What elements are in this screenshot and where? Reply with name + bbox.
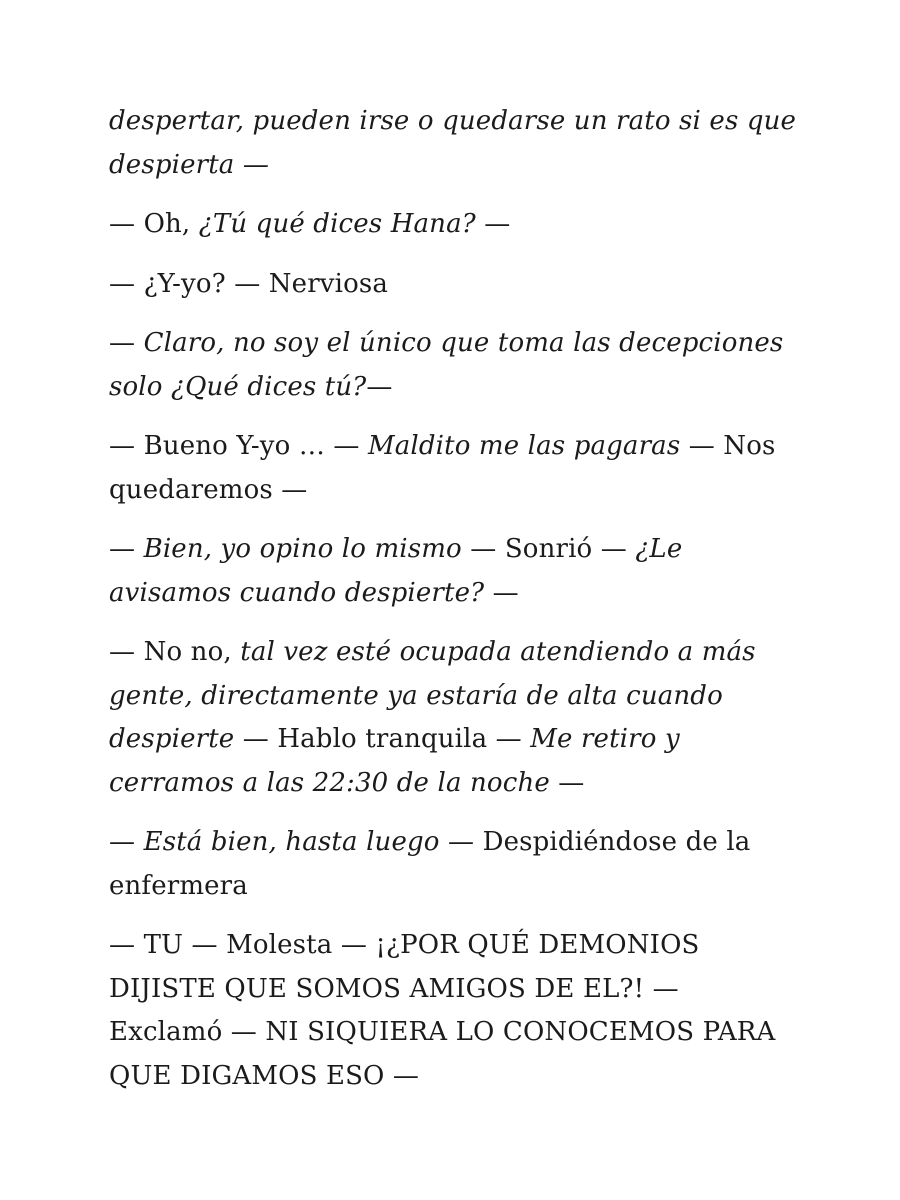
paragraph (109, 821, 799, 908)
roman-text: — (109, 534, 144, 564)
italic-text: tal vez esté ocupada atendiendo a más gente, directamente ya estaría de alta cuando despierte (109, 637, 756, 754)
roman-text: — (109, 827, 144, 857)
roman-text: — Nos quedaremos — (109, 431, 776, 505)
roman-text: — (549, 767, 585, 798)
roman-text: — ¿Y-yo? — Nerviosa (109, 268, 389, 299)
paragraph (109, 631, 799, 805)
roman-text: — No no, (109, 637, 241, 667)
roman-text: — (366, 371, 393, 402)
italic-text: Está bien, hasta luego (143, 827, 440, 857)
paragraph (109, 528, 799, 615)
paragraph (109, 263, 799, 307)
paragraph (109, 203, 799, 247)
italic-text: despertar, pueden irse o quedarse un rato si es que despierta — (109, 106, 797, 180)
italic-text: Me retiro y cerramos a las 22:30 de la noche (109, 724, 680, 798)
roman-text: — Despidiéndose de la enfermera (109, 827, 751, 901)
italic-text: ¿Le avisamos cuando despierte? (109, 534, 683, 608)
roman-text: — Sonrió — (461, 534, 636, 564)
italic-text: Claro, no soy el único que toma las decepciones solo ¿Qué dices tú? (109, 328, 784, 402)
italic-text: Maldito me las pagaras (367, 431, 681, 461)
roman-text: — (484, 577, 519, 608)
italic-text: Bien, yo opino lo mismo (143, 534, 462, 564)
roman-text: — Bueno Y-yo … — (109, 431, 368, 461)
paragraph (109, 322, 799, 409)
roman-text: — TU — Molesta — ¡¿POR QUÉ DEMONIOS DIJISTE QUE SOMOS AMIGOS DE EL?! — Exclamó — NI SIQUIERA LO CONOCEMOS PARA QUE DIGAMOS ESO — (109, 930, 776, 1091)
paragraph (109, 425, 799, 512)
document-page (109, 100, 799, 1114)
roman-text: — (475, 209, 511, 239)
paragraph (109, 924, 799, 1098)
roman-text: — Oh, (109, 209, 199, 239)
roman-text: — Hablo tranquila — (234, 724, 531, 754)
roman-text: — (109, 328, 144, 358)
italic-text: ¿Tú qué dices Hana? (198, 209, 476, 239)
paragraph (109, 100, 799, 187)
